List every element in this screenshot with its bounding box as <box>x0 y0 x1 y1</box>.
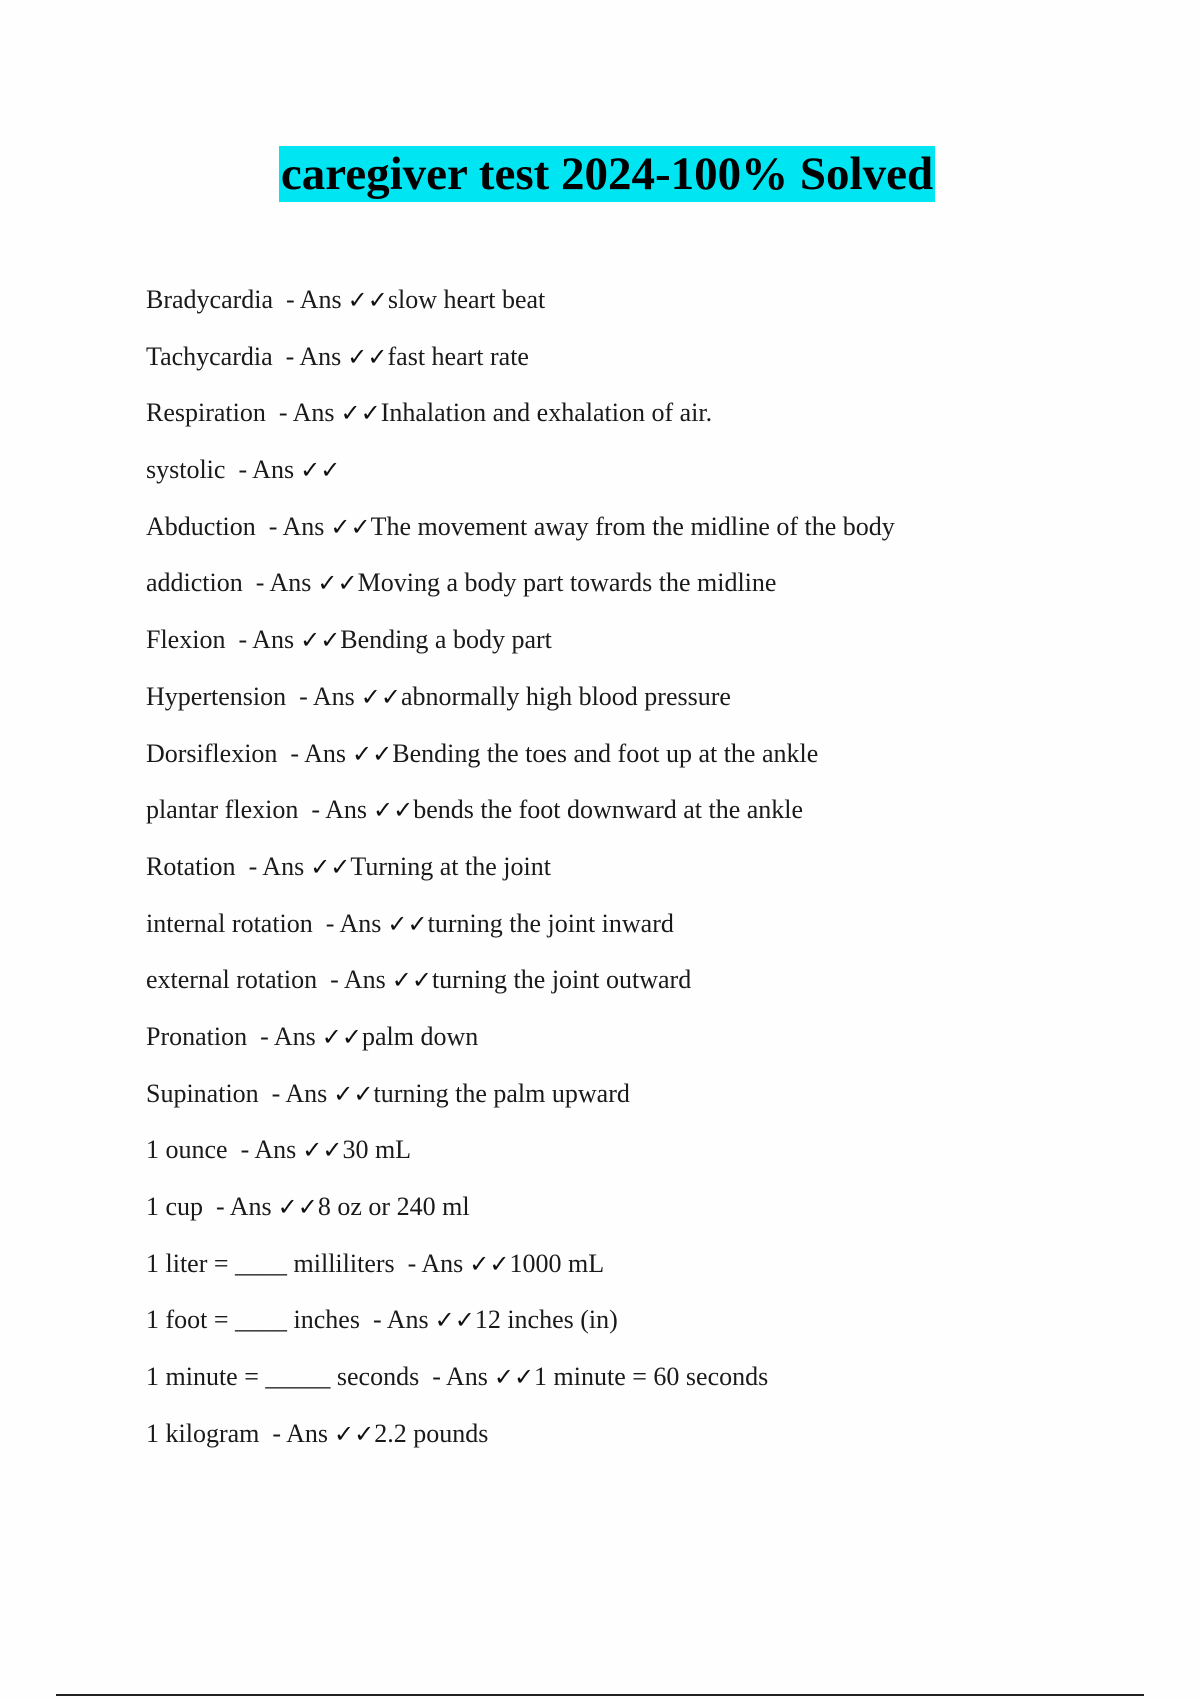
answer-separator: - Ans <box>260 1021 316 1051</box>
answer-separator: - Ans <box>407 1248 464 1278</box>
answer-separator: - Ans <box>325 908 382 938</box>
qa-entry <box>146 1070 1146 1127</box>
qa-entry <box>146 843 1146 900</box>
entry-answer: abnormally high blood pressure <box>400 681 731 711</box>
answer-separator: - Ans <box>299 681 355 711</box>
entry-term: 1 cup <box>146 1192 204 1221</box>
qa-entry <box>146 1013 1146 1070</box>
qa-entry <box>146 389 1146 446</box>
answer-separator: - Ans <box>286 285 342 314</box>
entry-term: Respiration <box>146 398 266 428</box>
entry-answer: Bending a body part <box>340 625 552 655</box>
entry-term: Tachycardia <box>146 341 273 371</box>
answer-separator: - Ans <box>216 1192 272 1221</box>
double-check-icon: ✓✓ <box>333 1079 374 1108</box>
double-check-icon: ✓✓ <box>347 286 388 314</box>
qa-entry <box>146 1353 1146 1410</box>
qa-entry <box>146 446 1146 503</box>
answer-separator: - Ans <box>238 455 295 485</box>
double-check-icon: ✓✓ <box>493 1363 535 1392</box>
answer-separator: - Ans <box>268 511 325 541</box>
answer-separator: - Ans <box>330 965 386 995</box>
entry-answer: The movement away from the midline of the body <box>370 511 895 541</box>
entry-term: systolic <box>146 455 226 485</box>
title-container <box>0 146 1200 202</box>
qa-entry <box>146 1410 1146 1467</box>
entry-answer: 12 inches (in) <box>474 1305 618 1335</box>
entry-term: 1 kilogram <box>146 1418 260 1448</box>
entry-answer: turning the joint outward <box>431 965 692 995</box>
qa-entry <box>146 1126 1146 1183</box>
entry-term: external rotation <box>146 965 318 995</box>
entry-term: Dorsiflexion <box>146 738 278 768</box>
double-check-icon: ✓✓ <box>310 852 351 881</box>
double-check-icon: ✓✓ <box>434 1306 475 1335</box>
answer-separator: - Ans <box>372 1305 429 1335</box>
qa-entry <box>146 616 1146 673</box>
answer-separator: - Ans <box>255 568 312 598</box>
double-check-icon: ✓✓ <box>391 966 432 995</box>
qa-entry <box>146 673 1146 730</box>
qa-entry <box>146 900 1146 957</box>
qa-entry <box>146 786 1146 843</box>
double-check-icon: ✓✓ <box>352 739 393 768</box>
qa-entry <box>146 956 1146 1013</box>
double-check-icon: ✓✓ <box>302 1136 343 1165</box>
answer-separator: - Ans <box>248 851 305 881</box>
entry-answer: 8 oz or 240 ml <box>317 1192 470 1221</box>
double-check-icon: ✓✓ <box>300 456 341 485</box>
answer-separator: - Ans <box>271 1078 328 1108</box>
qa-entry <box>146 276 1146 333</box>
document-title: caregiver test 2024-100% Solved <box>280 148 934 200</box>
answer-separator: - Ans <box>278 398 335 428</box>
entry-answer: turning the palm upward <box>373 1078 630 1108</box>
double-check-icon: ✓✓ <box>387 909 428 938</box>
answer-separator: - Ans <box>238 625 295 655</box>
entry-term: plantar flexion <box>146 795 299 825</box>
entry-term: addiction <box>146 568 243 598</box>
footer-divider <box>56 1694 1144 1696</box>
entry-answer: 1 minute = 60 seconds <box>534 1362 769 1392</box>
entry-term: Pronation <box>146 1021 248 1051</box>
qa-entry <box>146 1183 1146 1240</box>
entry-answer: 30 mL <box>342 1135 412 1165</box>
double-check-icon: ✓✓ <box>372 796 414 825</box>
entry-answer: Turning at the joint <box>350 851 551 881</box>
entry-term: 1 ounce <box>146 1135 228 1165</box>
entry-answer: 2.2 pounds <box>374 1418 489 1448</box>
double-check-icon: ✓✓ <box>300 626 341 655</box>
qa-list <box>146 276 1146 1466</box>
qa-entry <box>146 559 1146 616</box>
entry-term: Rotation <box>146 851 236 881</box>
double-check-icon: ✓✓ <box>321 1022 362 1051</box>
double-check-icon: ✓✓ <box>469 1249 510 1278</box>
entry-answer: bends the foot downward at the ankle <box>413 795 804 825</box>
answer-separator: - Ans <box>290 738 347 768</box>
double-check-icon: ✓✓ <box>334 1419 375 1448</box>
answer-separator: - Ans <box>240 1135 297 1165</box>
entry-answer: 1000 mL <box>509 1248 605 1278</box>
entry-term: Abduction <box>146 511 256 541</box>
answer-separator: - Ans <box>285 341 342 371</box>
entry-term: internal rotation <box>146 908 313 938</box>
qa-entry <box>146 503 1146 560</box>
answer-separator: - Ans <box>311 795 367 825</box>
qa-entry <box>146 1240 1146 1297</box>
entry-term: Supination <box>146 1078 259 1108</box>
entry-term: Hypertension <box>146 681 287 711</box>
double-check-icon: ✓✓ <box>340 399 381 428</box>
entry-term: 1 minute = _____ seconds <box>146 1362 420 1392</box>
double-check-icon: ✓✓ <box>360 682 401 711</box>
entry-answer: fast heart rate <box>387 341 529 371</box>
entry-term: 1 liter = ____ milliliters <box>146 1248 395 1278</box>
entry-answer: Inhalation and exhalation of air. <box>380 398 713 428</box>
entry-term: 1 foot = ____ inches <box>146 1305 360 1335</box>
entry-answer: palm down <box>361 1021 479 1051</box>
qa-entry <box>146 1296 1146 1353</box>
qa-entry <box>146 333 1146 390</box>
entry-term: Bradycardia <box>146 285 274 314</box>
answer-separator: - Ans <box>432 1362 488 1392</box>
double-check-icon: ✓✓ <box>317 569 358 598</box>
double-check-icon: ✓✓ <box>347 342 388 371</box>
entry-answer: slow heart beat <box>387 285 546 314</box>
double-check-icon: ✓✓ <box>330 512 371 541</box>
entry-term: Flexion <box>146 625 226 655</box>
entry-answer: Bending the toes and foot up at the ankle <box>392 738 819 768</box>
entry-answer: turning the joint inward <box>427 908 674 938</box>
double-check-icon: ✓✓ <box>277 1193 318 1221</box>
answer-separator: - Ans <box>272 1418 328 1448</box>
qa-entry <box>146 730 1146 787</box>
entry-answer: Moving a body part towards the midline <box>357 568 777 598</box>
